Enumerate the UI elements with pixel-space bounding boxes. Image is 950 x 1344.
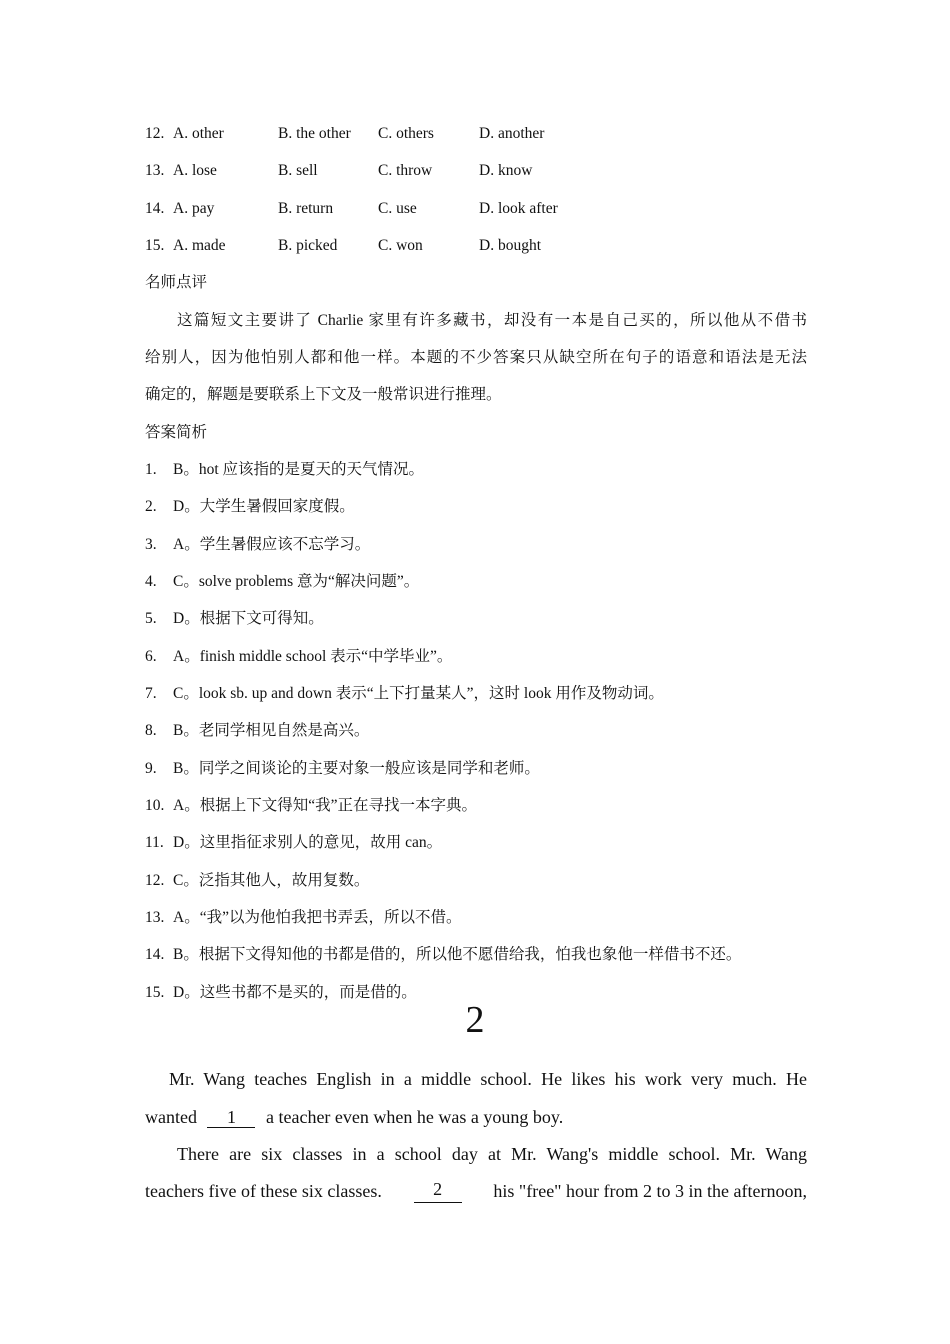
answer-number: 11. [145, 834, 164, 851]
option-c: C. use [378, 200, 417, 217]
answer-number: 10. [145, 797, 165, 814]
answer-item [145, 608, 324, 630]
answer-text: D。大学生暑假回家度假。 [173, 498, 355, 515]
option-b: B. sell [278, 162, 318, 179]
option-d: D. bought [479, 237, 541, 254]
answer-text: B。同学之间谈论的主要对象一般应该是同学和老师。 [173, 760, 540, 777]
comment-line: 这篇短文主要讲了 Charlie 家里有许多藏书，却没有一本是自己买的，所以他从不借书 [177, 312, 807, 329]
question-number: 14. [145, 200, 165, 217]
question-number: 15. [145, 237, 165, 254]
answer-text: A。finish middle school 表示“中学毕业”。 [173, 648, 453, 665]
blank-1[interactable]: 1 [207, 1107, 255, 1128]
answer-item [145, 907, 461, 929]
answer-text: C。泛指其他人，故用复数。 [173, 872, 370, 889]
answer-text: D。这里指征求别人的意见，故用 can。 [173, 834, 443, 851]
option-b: B. return [278, 200, 334, 217]
answer-item [145, 646, 452, 668]
answer-number: 5. [145, 610, 157, 627]
story-line [145, 1179, 807, 1203]
story-text: wanted [145, 1107, 197, 1127]
option-c: C. throw [378, 162, 433, 179]
answer-number: 2. [145, 498, 157, 515]
answer-item [145, 870, 369, 892]
answer-text: C。look sb. up and down 表示“上下打量某人”，这时 look 用作及物动词。 [173, 685, 664, 702]
answer-text: C。solve problems 意为“解决问题”。 [173, 573, 420, 590]
option-a: A. lose [173, 162, 217, 179]
option-d: D. look after [479, 200, 558, 217]
comment-line: 确定的，解题是要联系上下文及一般常识进行推理。 [145, 386, 502, 403]
answer-item [145, 459, 424, 481]
answers-heading: 答案简析 [145, 424, 208, 441]
answer-item [145, 795, 477, 817]
option-d: D. another [479, 125, 545, 142]
answer-item [145, 944, 741, 966]
option-a: A. pay [173, 200, 215, 217]
answer-text: A。学生暑假应该不忘学习。 [173, 536, 371, 553]
comment-line: 给别人，因为他怕别人都和他一样。本题的不少答案只从缺空所在句子的语意和语法是无法 [145, 349, 807, 366]
answer-text: A。根据上下文得知“我”正在寻找一本字典。 [173, 797, 477, 814]
answer-text: D。这些书都不是买的，而是借的。 [173, 984, 417, 1001]
answer-item [145, 683, 664, 705]
answer-number: 9. [145, 760, 157, 777]
section-number: 2 [465, 999, 485, 1041]
answer-item [145, 832, 442, 854]
answer-number: 14. [145, 946, 165, 963]
answer-text: B。根据下文得知他的书都是借的，所以他不愿借给我，怕我也象他一样借书不还。 [173, 946, 742, 963]
option-d: D. know [479, 162, 533, 179]
comment-heading: 名师点评 [145, 274, 208, 291]
answer-number: 15. [145, 984, 165, 1001]
option-b: B. the other [278, 125, 351, 142]
answer-item [145, 496, 355, 518]
story-line [145, 1105, 807, 1129]
answer-number: 6. [145, 648, 157, 665]
answer-number: 7. [145, 685, 157, 702]
answer-text: A。“我”以为他怕我把书弄丢，所以不借。 [173, 909, 462, 926]
option-b: B. picked [278, 237, 338, 254]
answer-item [145, 571, 419, 593]
answer-text: B。老同学相见自然是高兴。 [173, 722, 370, 739]
option-a: A. other [173, 125, 224, 142]
answer-number: 1. [145, 461, 157, 478]
story-text: teachers five of these six classes. [145, 1181, 382, 1201]
answer-number: 12. [145, 872, 165, 889]
answer-text: D。根据下文可得知。 [173, 610, 324, 627]
answer-number: 4. [145, 573, 157, 590]
option-a: A. made [173, 237, 226, 254]
question-number: 12. [145, 125, 165, 142]
blank-2[interactable]: 2 [414, 1179, 462, 1203]
answer-number: 8. [145, 722, 157, 739]
story-text: a teacher even when he was a young boy. [265, 1107, 564, 1127]
answer-item [145, 758, 540, 780]
story-line: There are six classes in a school day at Mr. Wang's middle school. Mr. Wang [177, 1144, 807, 1164]
answer-text: B。hot 应该指的是夏天的天气情况。 [173, 461, 425, 478]
story-line: Mr. Wang teaches English in a middle school. He likes his work very much. He [169, 1069, 807, 1089]
option-c: C. won [378, 237, 423, 254]
story-text: his "free" hour from 2 to 3 in the afternoon, [493, 1181, 807, 1201]
answer-number: 13. [145, 909, 165, 926]
answer-item [145, 720, 369, 742]
question-number: 13. [145, 162, 165, 179]
answer-item [145, 534, 370, 556]
option-c: C. others [378, 125, 434, 142]
answer-number: 3. [145, 536, 157, 553]
